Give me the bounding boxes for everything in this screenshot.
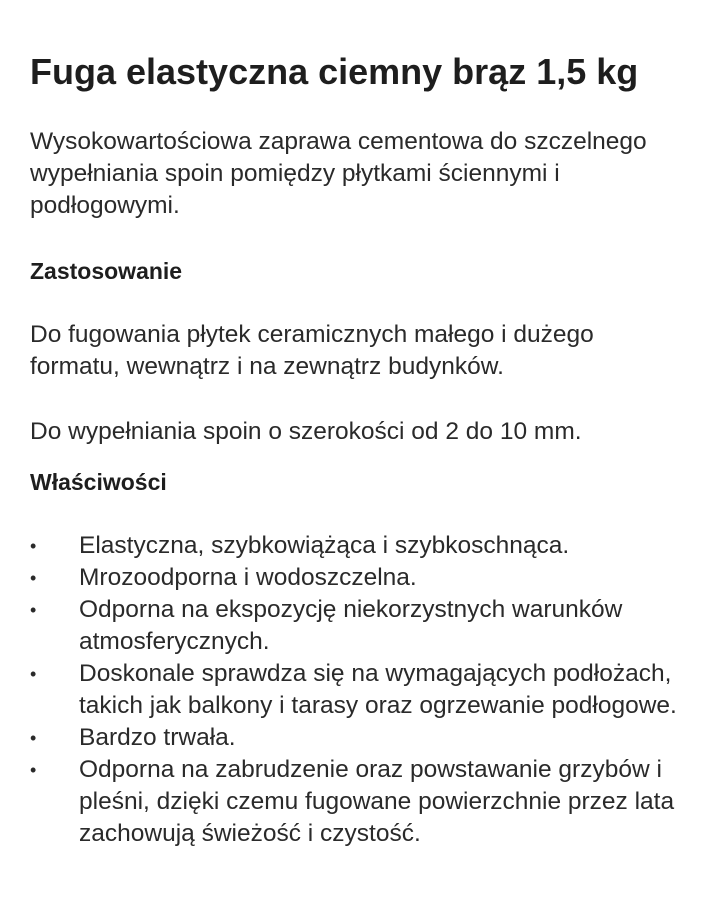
intro-paragraph: Wysokowartościowa zaprawa cementowa do szczelnego wypełniania spoin pomiędzy płytkami ściennymi i podłogowymi. — [30, 128, 647, 219]
product-title: Fuga elastyczna ciemny brąz 1,5 kg — [30, 51, 639, 92]
bullet-icon: • — [30, 728, 37, 748]
list-item — [30, 594, 700, 658]
application-heading: Zastosowanie — [30, 258, 183, 284]
bullet-icon: • — [30, 664, 37, 684]
bullet-icon: • — [30, 600, 37, 620]
list-item-text: Bardzo trwała. — [79, 724, 236, 751]
bullet-icon: • — [30, 536, 37, 556]
list-item-text: Doskonale sprawdza się na wymagających podłożach, takich jak balkony i tarasy oraz ogrzewanie podłogowe. — [79, 660, 677, 719]
list-item-text: Elastyczna, szybkowiążąca i szybkoschnąca. — [79, 532, 570, 559]
list-item-text: Odporna na ekspozycję niekorzystnych warunków atmosferycznych. — [79, 596, 623, 655]
properties-list — [30, 530, 700, 850]
bullet-icon: • — [30, 568, 37, 588]
list-item — [30, 722, 700, 754]
application-paragraph-2: Do wypełniania spoin o szerokości od 2 do 10 mm. — [30, 418, 582, 445]
bullet-icon: • — [30, 760, 37, 780]
list-item — [30, 562, 700, 594]
list-item — [30, 658, 700, 722]
properties-heading: Właściwości — [30, 469, 167, 495]
list-item-text: Odporna na zabrudzenie oraz powstawanie grzybów i pleśni, dzięki czemu fugowane powierzchnie przez lata zachowują świeżość i czystość. — [79, 756, 675, 847]
application-paragraph-1: Do fugowania płytek ceramicznych małego i dużego formatu, wewnątrz i na zewnątrz budynków. — [30, 321, 594, 380]
list-item — [30, 530, 700, 562]
list-item-text: Mrozoodporna i wodoszczelna. — [79, 564, 417, 591]
list-item — [30, 754, 700, 850]
